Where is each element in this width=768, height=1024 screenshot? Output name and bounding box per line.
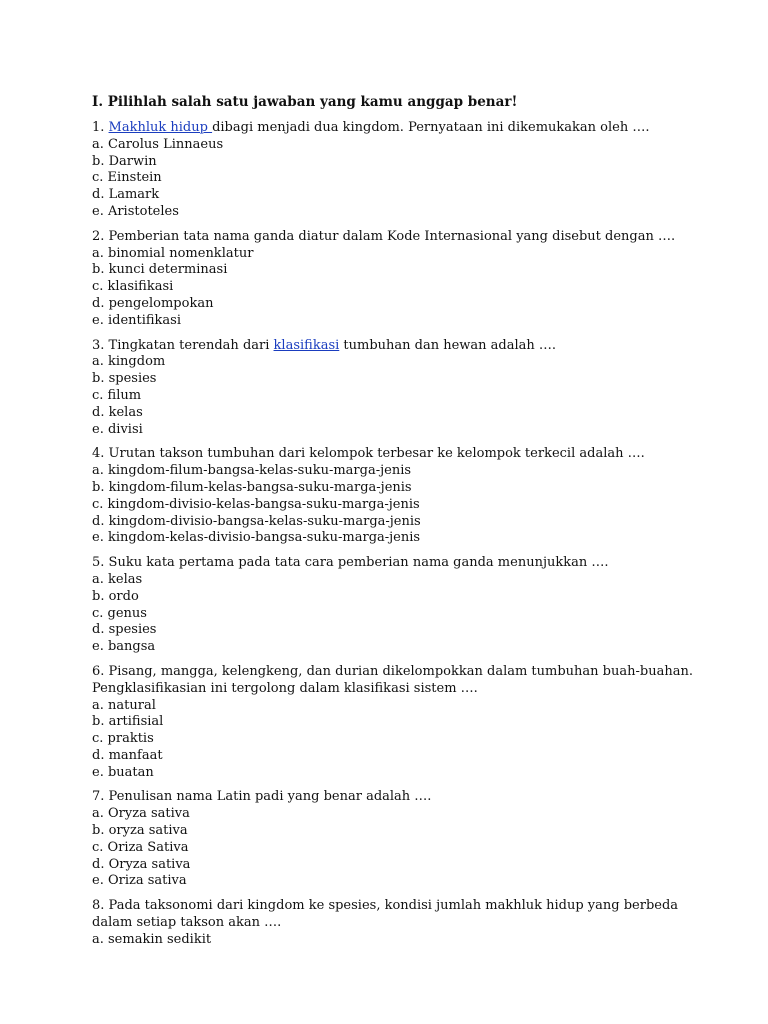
option-1b: b. Darwin	[92, 153, 157, 169]
option-7d: d. Oryza sativa	[92, 856, 191, 872]
question-3-stem	[92, 338, 732, 355]
question-2-stem: 2. Pemberian tata nama ganda diatur dalam Kode Internasional yang disebut dengan ….	[92, 228, 676, 244]
option-2d: d. pengelompokan	[92, 295, 214, 311]
question-1-text: dibagi menjadi dua kingdom. Pernyataan ini dikemukakan oleh ….	[212, 120, 650, 135]
question-8-stem-continued: dalam setiap takson akan ….	[92, 915, 282, 931]
question-7	[92, 789, 732, 890]
option-1e: e. Aristoteles	[92, 203, 179, 219]
question-8	[92, 898, 732, 948]
option-2b: b. kunci determinasi	[92, 262, 228, 278]
makhluk-hidup-link[interactable]: Makhluk hidup	[108, 120, 213, 135]
option-3e: e. divisi	[92, 421, 143, 437]
quiz-content	[92, 94, 732, 957]
question-5	[92, 555, 732, 656]
option-8a: a. semakin sedikit	[92, 931, 212, 947]
option-1c: c. Einstein	[92, 170, 162, 186]
option-4a: a. kingdom-filum-bangsa-kelas-suku-marga-jenis	[92, 463, 412, 479]
option-2c: c. klasifikasi	[92, 279, 174, 295]
question-4-stem: 4. Urutan takson tumbuhan dari kelompok terbesar ke kelompok terkecil adalah ….	[92, 446, 645, 462]
option-3a: a. kingdom	[92, 354, 166, 370]
option-4c: c. kingdom-divisio-kelas-bangsa-suku-marga-jenis	[92, 496, 420, 512]
option-7a: a. Oryza sativa	[92, 806, 190, 822]
option-2a: a. binomial nomenklatur	[92, 245, 254, 261]
option-7e: e. Oriza sativa	[92, 873, 187, 889]
question-7-stem: 7. Penulisan nama Latin padi yang benar adalah ….	[92, 789, 432, 805]
option-6c: c. praktis	[92, 731, 154, 747]
option-3c: c. filum	[92, 387, 142, 403]
option-5d: d. spesies	[92, 622, 157, 638]
section-heading: I. Pilihlah salah satu jawaban yang kamu anggap benar!	[92, 94, 518, 110]
klasifikasi-link[interactable]: klasifikasi	[273, 337, 340, 353]
option-6e: e. buatan	[92, 764, 154, 780]
option-6b: b. artifisial	[92, 714, 164, 730]
question-6	[92, 664, 732, 782]
option-4b: b. kingdom-filum-kelas-bangsa-suku-marga-jenis	[92, 479, 412, 495]
question-3-text-after: tumbuhan dan hewan adalah ….	[339, 337, 557, 353]
option-7c: c. Oriza Sativa	[92, 839, 189, 855]
question-6-stem: 6. Pisang, mangga, kelengkeng, dan durian dikelompokkan dalam tumbuhan buah-buahan.	[92, 663, 693, 679]
question-8-stem: 8. Pada taksonomi dari kingdom ke spesies, kondisi jumlah makhluk hidup yang berbeda	[92, 898, 679, 914]
question-3	[92, 338, 732, 439]
option-5a: a. kelas	[92, 571, 143, 587]
option-6d: d. manfaat	[92, 747, 163, 763]
option-1d: d. Lamark	[92, 187, 160, 203]
question-5-stem: 5. Suku kata pertama pada tata cara pemberian nama ganda menunjukkan ….	[92, 555, 609, 571]
option-5e: e. bangsa	[92, 639, 156, 655]
option-1a: a. Carolus Linnaeus	[92, 136, 224, 152]
question-4	[92, 446, 732, 547]
option-2e: e. identifikasi	[92, 312, 182, 328]
option-5c: c. genus	[92, 605, 147, 621]
option-6a: a. natural	[92, 697, 156, 713]
question-6-stem-continued: Pengklasifikasian ini tergolong dalam klasifikasi sistem ….	[92, 680, 478, 696]
question-2	[92, 229, 732, 330]
option-5b: b. ordo	[92, 588, 139, 604]
option-7b: b. oryza sativa	[92, 823, 188, 839]
question-1-stem	[92, 120, 732, 137]
option-4d: d. kingdom-divisio-bangsa-kelas-suku-marga-jenis	[92, 513, 421, 529]
question-1-number: 1.	[92, 120, 109, 135]
question-1	[92, 120, 732, 221]
option-3b: b. spesies	[92, 371, 157, 387]
question-3-text-before: 3. Tingkatan terendah dari	[92, 337, 274, 353]
option-4e: e. kingdom-kelas-divisio-bangsa-suku-marga-jenis	[92, 530, 421, 546]
option-3d: d. kelas	[92, 404, 143, 420]
